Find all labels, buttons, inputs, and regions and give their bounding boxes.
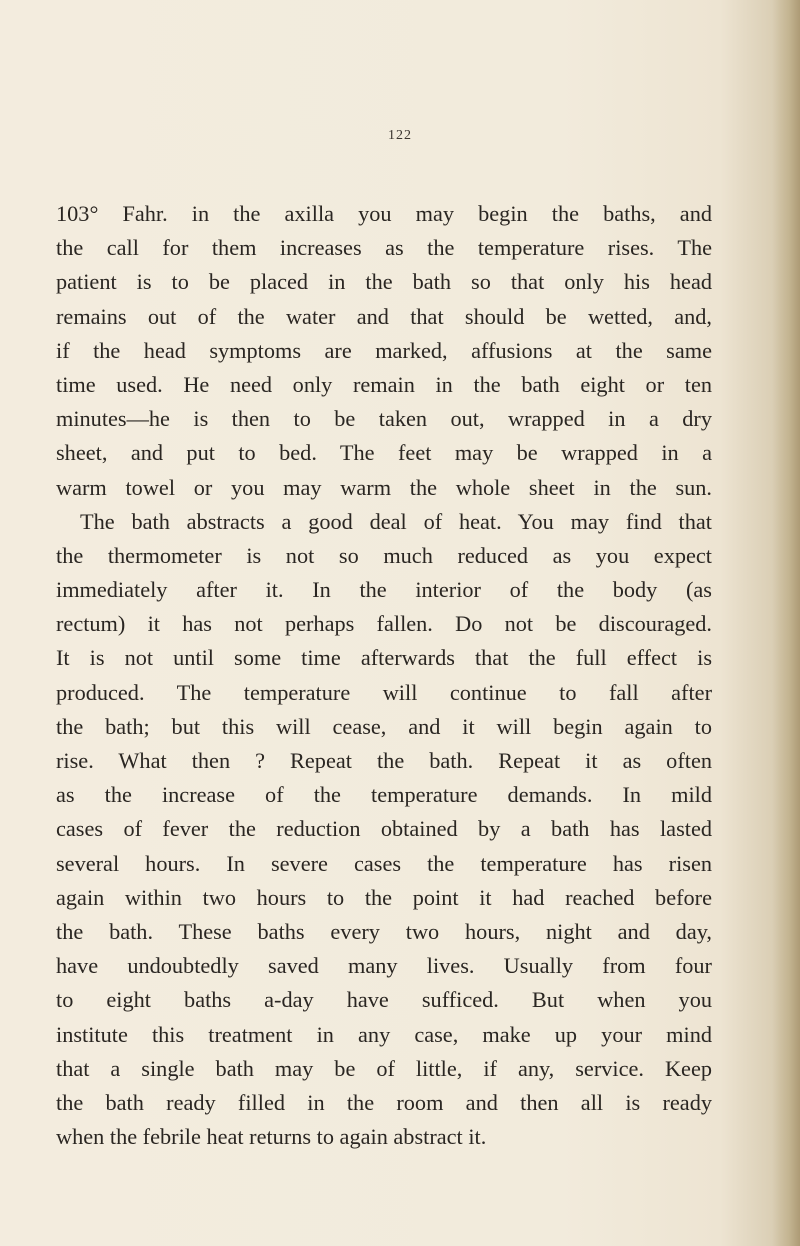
text-line: that a single bath may be of little, if any, service. Keep	[56, 1055, 712, 1081]
text-line: time used. He need only remain in the bath eight or ten	[56, 371, 712, 397]
text-line: produced. The temperature will continue to fall after	[56, 679, 712, 705]
text-line: the bath. These baths every two hours, night and day,	[56, 918, 712, 944]
text-line: immediately after it. In the interior of the body (as	[56, 577, 712, 603]
text-line: as the increase of the temperature demands. In mild	[56, 782, 712, 808]
text-line: remains out of the water and that should be wetted, and,	[56, 303, 712, 329]
text-line: several hours. In severe cases the temperature has risen	[56, 850, 712, 876]
text-line: warm towel or you may warm the whole sheet in the sun.	[56, 474, 712, 500]
text-line: when the febrile heat returns to again abstract it.	[56, 1124, 487, 1150]
text-line: the thermometer is not so much reduced as you expect	[56, 542, 712, 568]
text-line: minutes—he is then to be taken out, wrapped in a dry	[56, 406, 712, 432]
text-line: again within two hours to the point it had reached before	[56, 884, 712, 910]
page-number: 122	[388, 128, 412, 143]
text-line: have undoubtedly saved many lives. Usually from four	[56, 953, 712, 979]
text-line: patient is to be placed in the bath so that only his head	[56, 269, 712, 295]
text-line: rise. What then ? Repeat the bath. Repeat it as often	[56, 748, 712, 773]
body-text	[56, 197, 712, 1154]
text-line: It is not until some time afterwards that the full effect is	[56, 645, 712, 671]
text-line: the call for them increases as the temperature rises. The	[56, 235, 712, 261]
text-line: rectum) it has not perhaps fallen. Do not be discouraged.	[56, 611, 712, 637]
page-edge-shadow	[772, 0, 800, 1246]
text-line: The bath abstracts a good deal of heat. You may find that	[80, 508, 712, 534]
text-line: the bath; but this will cease, and it will begin again to	[56, 713, 712, 739]
text-line: sheet, and put to bed. The feet may be wrapped in a	[56, 440, 712, 466]
text-line: 103° Fahr. in the axilla you may begin the baths, and	[56, 201, 712, 226]
text-line: institute this treatment in any case, make up your mind	[56, 1021, 712, 1047]
text-line: cases of fever the reduction obtained by a bath has lasted	[56, 816, 712, 842]
text-line: to eight baths a-day have sufficed. But when you	[56, 987, 712, 1013]
text-line: the bath ready filled in the room and then all is ready	[56, 1089, 712, 1115]
text-line: if the head symptoms are marked, affusions at the same	[56, 337, 712, 363]
